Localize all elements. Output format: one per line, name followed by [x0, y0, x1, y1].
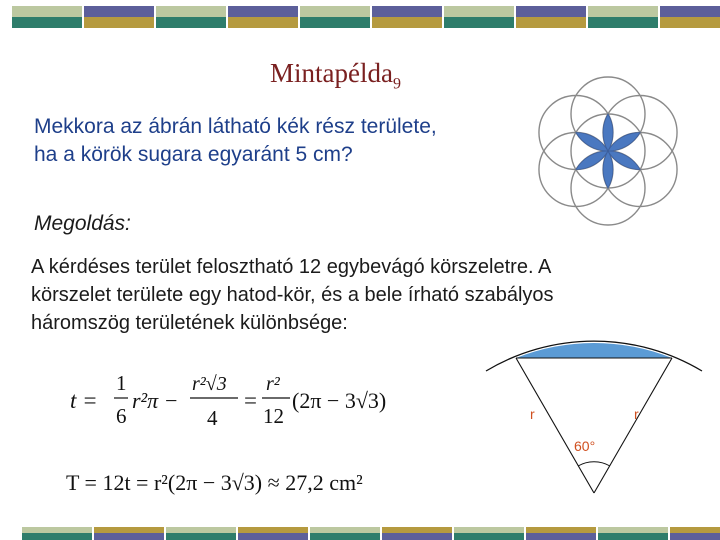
formula-t-eq: = — [244, 388, 257, 413]
page-title — [270, 58, 401, 93]
bottom-bar-segment — [22, 527, 92, 540]
top-bar-segment — [372, 6, 442, 28]
formula-t-frac2-num: r²√3 — [192, 373, 227, 395]
formula-t-frac2-den: 4 — [207, 406, 218, 430]
top-bar-segment — [516, 6, 586, 28]
solution-line-2: körszelet területe egy hatod-kör, és a bele írható szabályos — [31, 284, 554, 306]
sector-angle-label: 60° — [574, 438, 596, 454]
sector-diagram — [478, 333, 710, 525]
bottom-bar-segment — [94, 527, 164, 540]
formula-t-frac3-den: 12 — [263, 404, 284, 428]
question-text — [34, 113, 504, 169]
top-bar-segment — [660, 6, 720, 28]
sector-label-r-left: r — [530, 406, 535, 422]
formula-T-text: T = 12t = r²(2π − 3√3) ≈ 27,2 cm² — [66, 470, 363, 495]
sector-radius-right — [594, 358, 672, 493]
formula-t — [70, 368, 470, 438]
solution-line-3: háromszög területének különbsége: — [31, 312, 348, 334]
sector-segment-fill — [516, 343, 672, 358]
top-decorative-bar — [0, 6, 720, 28]
top-bar-segment — [444, 6, 514, 28]
bottom-bar-segment — [382, 527, 452, 540]
title-subscript: 9 — [392, 75, 401, 93]
sector-radius-left — [516, 358, 594, 493]
question-line-1: Mekkora az ábrán látható kék rész területe, — [34, 115, 437, 138]
title-main: Mintapélda — [270, 58, 393, 88]
bottom-bar-segment — [166, 527, 236, 540]
bottom-decorative-bar — [0, 527, 720, 540]
formula-t-frac1-num: 1 — [116, 371, 127, 395]
bottom-bar-segment — [454, 527, 524, 540]
bottom-bar-segment — [598, 527, 668, 540]
formula-t-lhs: t = — [70, 388, 98, 413]
formula-t-term1: r²π − — [132, 388, 179, 413]
bottom-bar-segment — [526, 527, 596, 540]
top-bar-segment — [156, 6, 226, 28]
top-bar-segment — [300, 6, 370, 28]
solution-line-1: A kérdéses terület felosztható 12 egybevágó körszeletre. A — [31, 256, 552, 278]
flower-of-life-figure — [532, 70, 684, 232]
solution-label: Megoldás: — [34, 212, 131, 235]
bottom-bar-segment — [310, 527, 380, 540]
bottom-bar-segment — [670, 527, 720, 540]
formula-T — [66, 460, 446, 500]
bottom-bar-segment — [238, 527, 308, 540]
sector-label-r-right: r — [634, 406, 639, 422]
formula-t-term3: (2π − 3√3) — [292, 388, 387, 413]
solution-text — [31, 253, 681, 337]
sector-angle-arc — [578, 462, 610, 466]
top-bar-segment — [84, 6, 154, 28]
top-bar-segment — [228, 6, 298, 28]
question-line-2: ha a körök sugara egyaránt 5 cm? — [34, 143, 353, 166]
top-bar-segment — [588, 6, 658, 28]
formula-t-frac1-den: 6 — [116, 404, 127, 428]
top-bar-segment — [12, 6, 82, 28]
formula-t-frac3-num: r² — [266, 373, 280, 395]
